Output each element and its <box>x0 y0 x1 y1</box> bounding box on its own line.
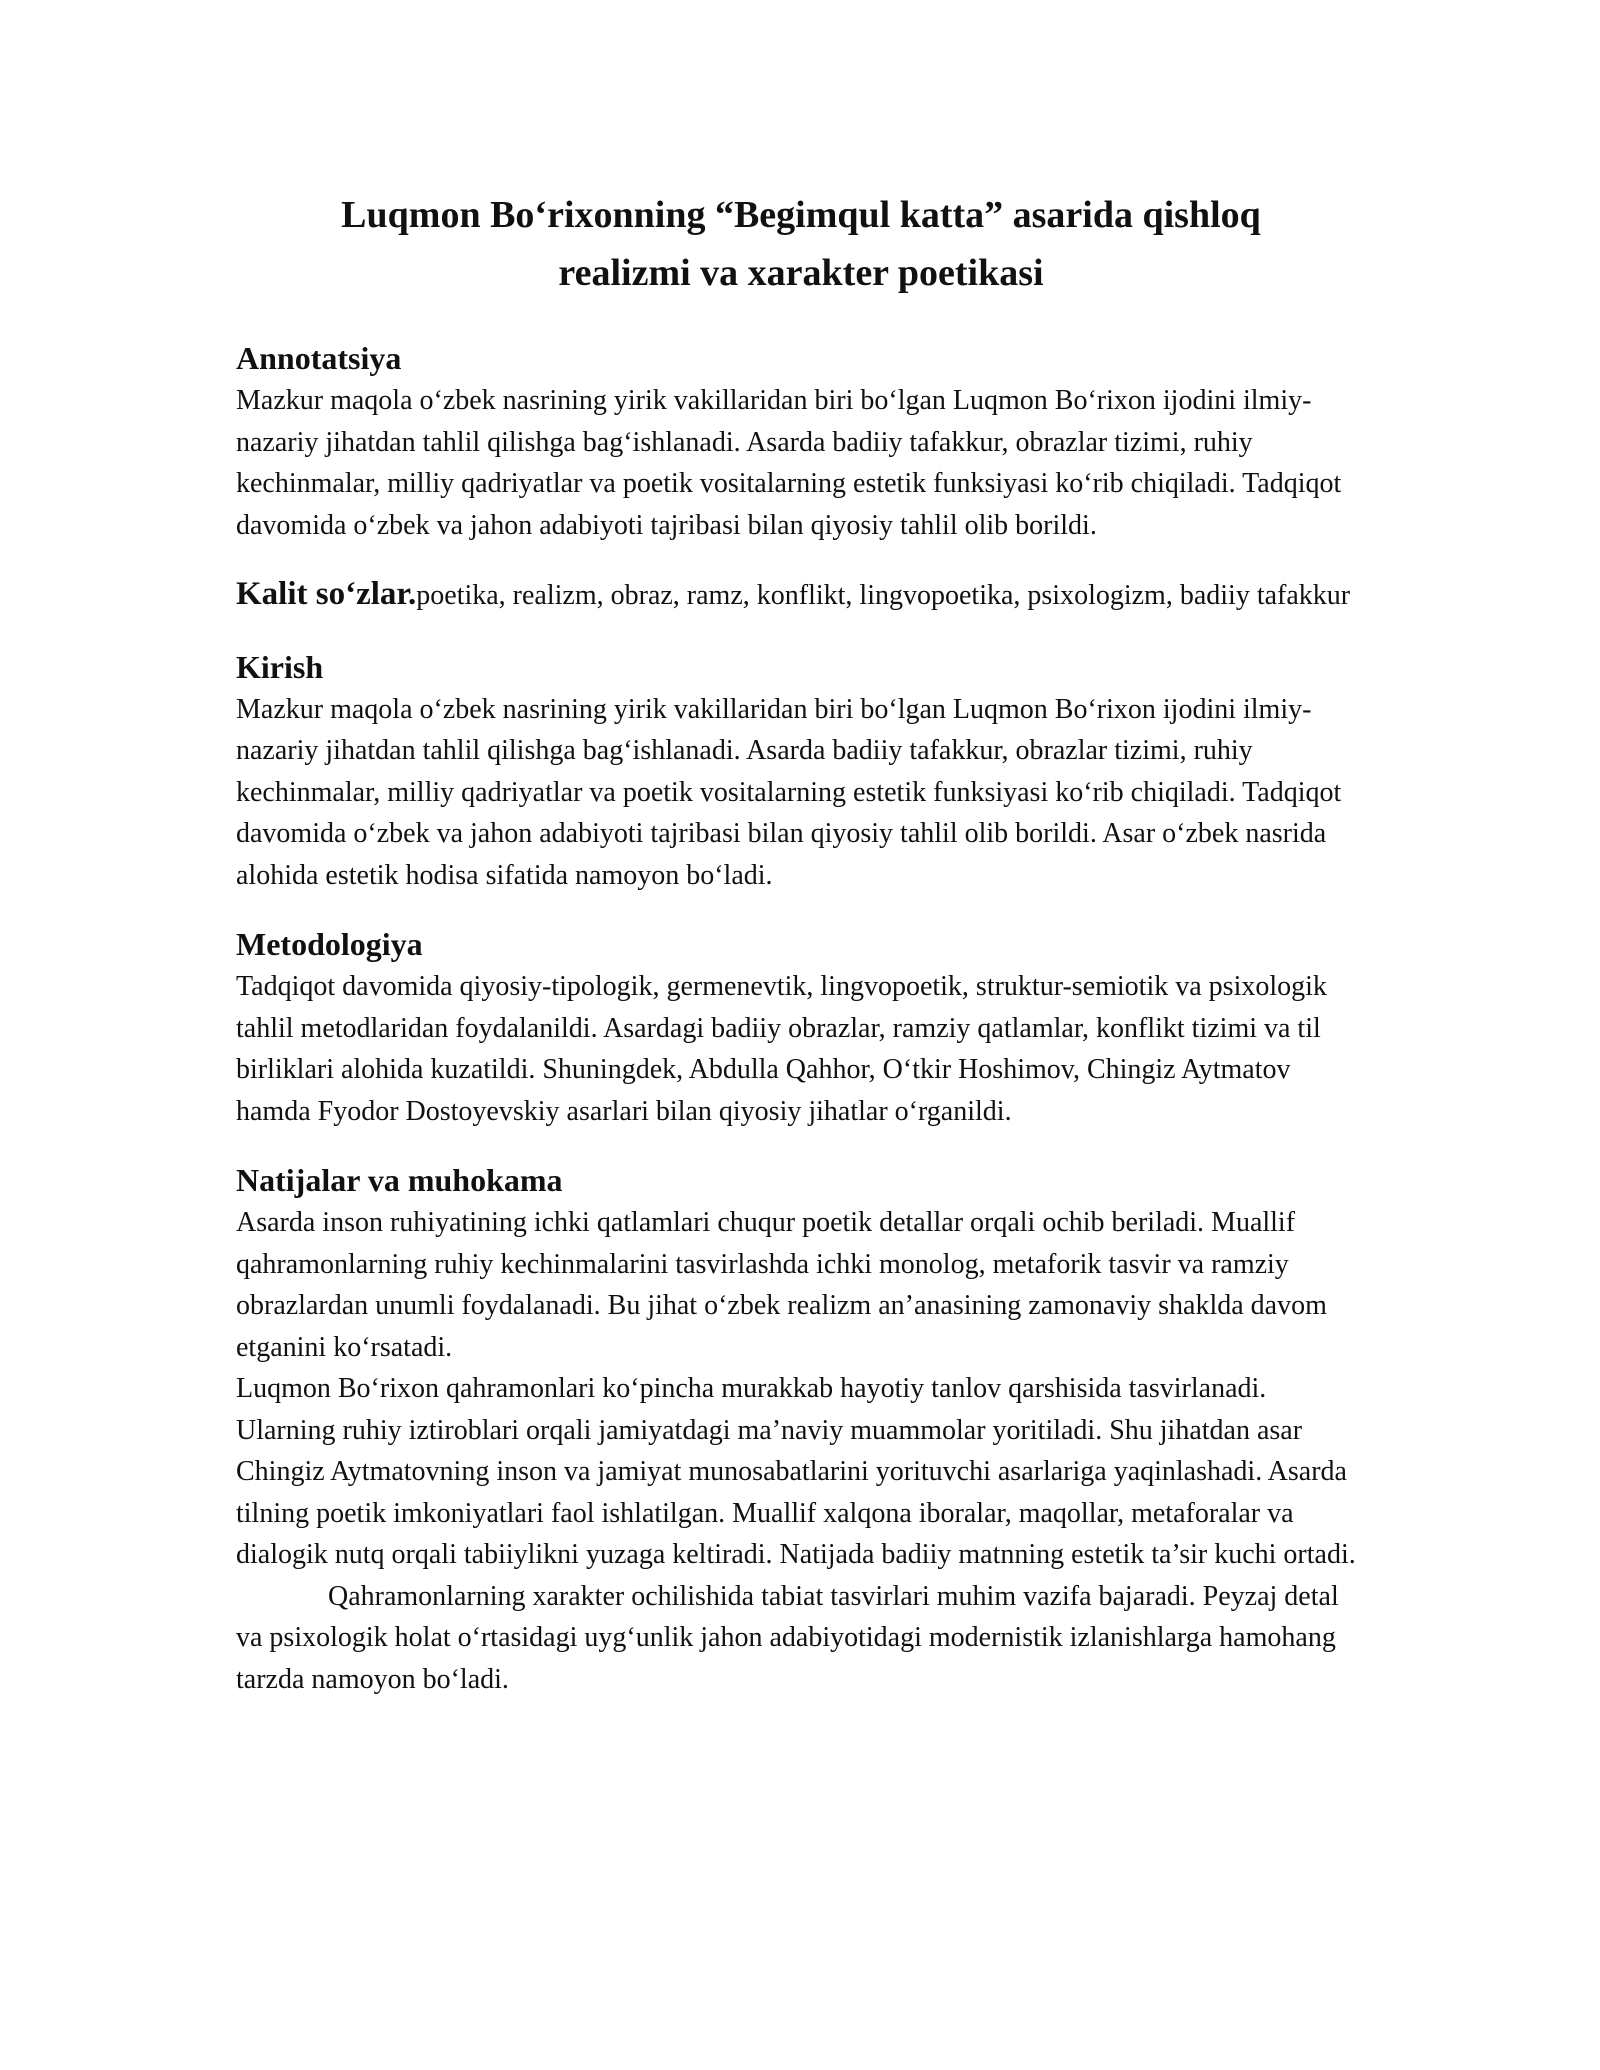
natijalar-paragraph-2: Luqmon Bo‘rixon qahramonlari ko‘pincha murakkab hayotiy tanlov qarshisida tasvirlanadi. Ularning ruhiy iztiroblari orqali jamiyatdagi ma’naviy muammolar yoritiladi. Shu jihatdan asar Chingiz Aytmatovning inson va jamiyat munosabatlarini yorituvchi asarlariga yaqinlashadi. Asarda tilning poetik imkoniyatlari faol ishlatilgan. Muallif xalqona iboralar, maqollar, metaforalar va dialogik nutq orqali tabiiylikni yuzaga keltiradi. Natijada badiiy matnning estetik ta’sir kuchi ortadi. <box>236 1373 1356 1570</box>
document-title <box>236 186 1366 302</box>
natijalar-paragraph-3: Qahramonlarning xarakter ochilishida tabiat tasvirlari muhim vazifa bajaradi. Peyzaj detal va psixologik holat o‘rtasidagi uyg‘unlik jahon adabiyotidagi modernistik izlanishlarga hamohang tarzda namoyon bo‘ladi. <box>236 1580 1339 1695</box>
keywords <box>236 574 1366 617</box>
keywords-text: poetika, realizm, obraz, ramz, konflikt, lingvopoetika, psixologizm, badiiy tafakkur <box>416 580 1351 611</box>
metodologiya-heading: Metodologiya <box>236 926 423 962</box>
natijalar-heading: Natijalar va muhokama <box>236 1162 563 1198</box>
keywords-label: Kalit so‘zlar. <box>236 576 417 612</box>
kirish-heading: Kirish <box>236 648 324 685</box>
annotatsiya-text: Mazkur maqola o‘zbek nasrining yirik vakillaridan biri bo‘lgan Luqmon Bo‘rixon ijodini ilmiy-nazariy jihatdan tahlil qilishga bag‘ishlanadi. Asarda badiiy tafakkur, obrazlar tizimi, ruhiy kechinmalar, milliy qadriyatlar va poetik vositalarning estetik funksiyasi ko‘rib chiqiladi. Tadqiqot davomida o‘zbek va jahon adabiyoti tajribasi bilan qiyosiy tahlil olib borildi. <box>236 385 1342 541</box>
document-body <box>236 186 1366 1700</box>
annotatsiya-heading: Annotatsiya <box>236 340 402 376</box>
title-line-2: realizmi va xarakter poetikasi <box>558 252 1044 294</box>
natijalar-paragraph-1: Asarda inson ruhiyatining ichki qatlamlari chuqur poetik detallar orqali ochib beriladi. Muallif qahramonlarning ruhiy kechinmalarini tasvirlashda ichki monolog, metaforik tasvir va ramziy obrazlardan unumli foydalanadi. Bu jihat o‘zbek realizm an’anasining zamonaviy shaklda davom etganini ko‘rsatadi. <box>236 1207 1327 1363</box>
kirish-text: Mazkur maqola o‘zbek nasrining yirik vakillaridan biri bo‘lgan Luqmon Bo‘rixon ijodini ilmiy-nazariy jihatdan tahlil qilishga bag‘ishlanadi. Asarda badiiy tafakkur, obrazlar tizimi, ruhiy kechinmalar, milliy qadriyatlar va poetik vositalarning estetik funksiyasi ko‘rib chiqiladi. Tadqiqot davomida o‘zbek va jahon adabiyoti tajribasi bilan qiyosiy tahlil olib borildi. Asar o‘zbek nasrida alohida estetik hodisa sifatida namoyon bo‘ladi. <box>236 693 1342 891</box>
title-line-1: Luqmon Bo‘rixonning “Begimqul katta” asarida qishloq <box>341 194 1261 236</box>
metodologiya-text: Tadqiqot davomida qiyosiy-tipologik, germenevtik, lingvopoetik, struktur-semiotik va psixologik tahlil metodlaridan foydalanildi. Asardagi badiiy obrazlar, ramziy qatlamlar, konflikt tizimi va til birliklari alohida kuzatildi. Shuningdek, Abdulla Qahhor, O‘tkir Hoshimov, Chingiz Aytmatov hamda Fyodor Dostoyevskiy asarlari bilan qiyosiy jihatlar o‘rganildi. <box>236 971 1327 1127</box>
